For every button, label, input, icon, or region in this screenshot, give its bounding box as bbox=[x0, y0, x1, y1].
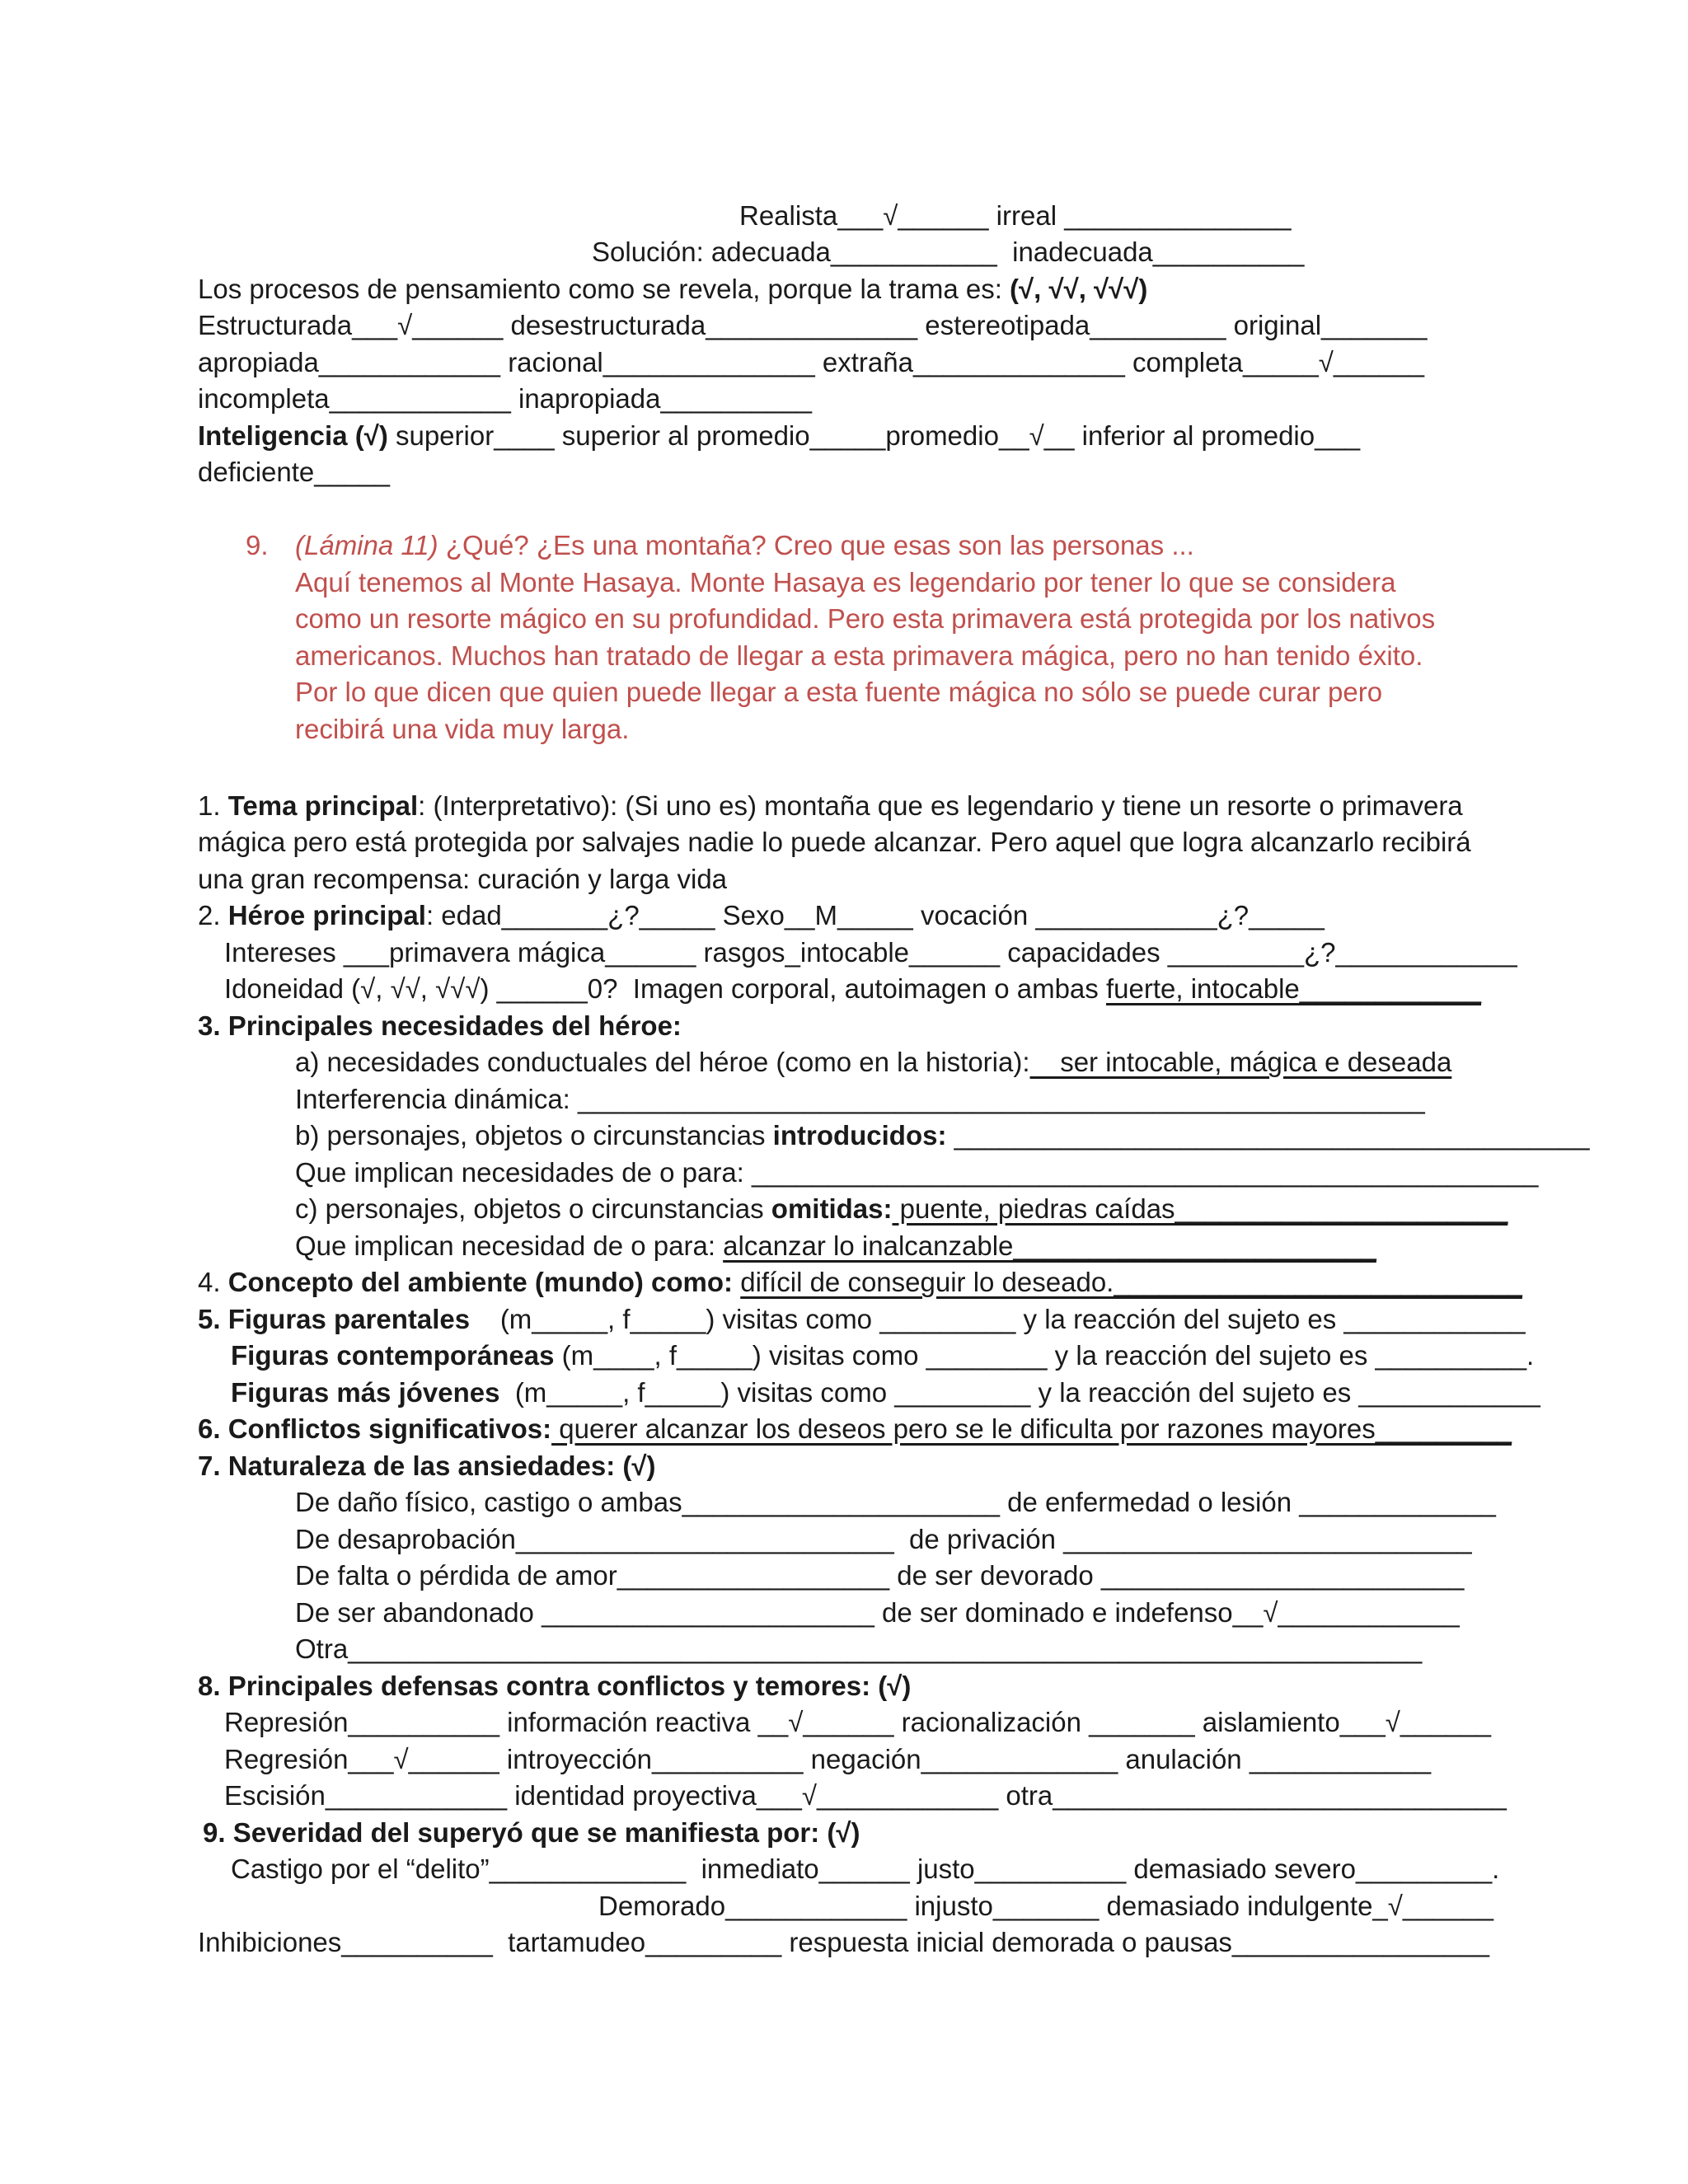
line-apropiada: apropiada____________ racional______________ extraña______________ completa_____√______ bbox=[198, 347, 1424, 377]
line-solucion: Solución: adecuada___________ inadecuada__________ bbox=[592, 237, 1305, 267]
line-procesos: Los procesos de pensamiento como se revela, porque la trama es: (√, √√, √√√) bbox=[198, 274, 1148, 304]
line-incompleta: incompleta____________ inapropiada__________ bbox=[198, 383, 812, 414]
line-intereses: Intereses ___primavera mágica______ rasgos_intocable______ capacidades _________¿?____________ bbox=[224, 937, 1517, 968]
line-realista: Realista___√______ irreal _______________ bbox=[739, 200, 1292, 231]
line-implican-2: Que implican necesidad de o para: alcanzar lo inalcanzable________________________ bbox=[295, 1230, 1376, 1261]
line-superyo-2: Demorado____________ injusto_______ demasiado indulgente_√______ bbox=[598, 1891, 1494, 1921]
line-necesidades-b: b) personajes, objetos o circunstancias introducidos: __________________________________________ bbox=[295, 1120, 1590, 1151]
line-heroe: 2. Héroe principal: edad_______¿?_____ Sexo__M_____ vocación ____________¿?_____ bbox=[198, 900, 1325, 930]
line-necesidades-a: a) necesidades conductuales del héroe (como en la historia): ser intocable, mágica e deseada bbox=[295, 1047, 1452, 1077]
line-necesidades-c: c) personajes, objetos o circunstancias omitidas: puente, piedras caídas______________________ bbox=[295, 1193, 1508, 1224]
story-line-2: Aquí tenemos al Monte Hasaya. Monte Hasaya es legendario por tener lo que se considera bbox=[295, 567, 1396, 598]
line-defensas-1: Represión__________ información reactiva __√______ racionalización _______ aislamiento___√______ bbox=[224, 1707, 1491, 1737]
story-line-1: (Lámina 11) ¿Qué? ¿Es una montaña? Creo que esas son las personas ... bbox=[295, 530, 1194, 560]
line-concepto-ambiente: 4. Concepto del ambiente (mundo) como: difícil de conseguir lo deseado.___________________________ bbox=[198, 1267, 1522, 1297]
line-tema-3: una gran recompensa: curación y larga vida bbox=[198, 864, 728, 894]
line-tema-2: mágica pero está protegida por salvajes nadie lo puede alcanzar. Pero aquel que logra alcanzarlo recibirá bbox=[198, 827, 1471, 857]
line-tema-principal: 1. Tema principal: (Interpretativo): (Si uno es) montaña que es legendario y tiene un resorte o primavera bbox=[198, 790, 1463, 821]
line-defensas-heading: 8. Principales defensas contra conflictos y temores: (√) bbox=[198, 1671, 912, 1701]
line-inteligencia: Inteligencia (√) superior____ superior al promedio_____promedio__√__ inferior al promedio___ bbox=[198, 420, 1361, 451]
line-deficiente: deficiente_____ bbox=[198, 457, 391, 487]
line-defensas-3: Escisión____________ identidad proyectiva___√____________ otra______________________________ bbox=[224, 1780, 1507, 1811]
line-estructurada: Estructurada___√______ desestructurada______________ estereotipada_________ original_______ bbox=[198, 310, 1428, 340]
line-ansiedad-3: De falta o pérdida de amor__________________ de ser devorado ________________________ bbox=[295, 1560, 1465, 1591]
story-line-6: recibirá una vida muy larga. bbox=[295, 714, 630, 744]
line-conflictos: 6. Conflictos significativos: querer alcanzar los deseos pero se le dificulta por razones mayores_________ bbox=[198, 1413, 1512, 1444]
line-ansiedades-heading: 7. Naturaleza de las ansiedades: (√) bbox=[198, 1451, 656, 1481]
story-line-4: americanos. Muchos han tratado de llegar a esta primavera mágica, pero no han tenido éxito. bbox=[295, 640, 1423, 671]
line-implican-1: Que implican necesidades de o para: ____________________________________________________ bbox=[295, 1157, 1539, 1188]
story-line-3: como un resorte mágico en su profundidad. Pero esta primavera está protegida por los nativos bbox=[295, 603, 1436, 634]
line-defensas-2: Regresión___√______ introyección__________ negación_____________ anulación ____________ bbox=[224, 1744, 1432, 1774]
line-figuras-jovenes: Figuras más jóvenes (m_____, f_____) visitas como _________ y la reacción del sujeto es ____________ bbox=[231, 1377, 1540, 1408]
line-inhibiciones: Inhibiciones__________ tartamudeo_________ respuesta inicial demorada o pausas_________________ bbox=[198, 1927, 1489, 1957]
story-number: 9. bbox=[246, 530, 269, 560]
line-figuras-contemporaneas: Figuras contemporáneas (m____, f_____) visitas como ________ y la reacción del sujeto es __________. bbox=[231, 1340, 1535, 1371]
line-ansiedad-otra: Otra_______________________________________________________________________ bbox=[295, 1633, 1423, 1664]
line-superyo-heading: 9. Severidad del superyó que se manifiesta por: (√) bbox=[203, 1817, 860, 1848]
line-interferencia: Interferencia dinámica: ________________________________________________________ bbox=[295, 1084, 1425, 1114]
line-ansiedad-4: De ser abandonado ______________________ de ser dominado e indefenso__√____________ bbox=[295, 1597, 1460, 1628]
story-line-5: Por lo que dicen que quien puede llegar a esta fuente mágica no sólo se puede curar pero bbox=[295, 677, 1383, 707]
line-figuras-parentales: 5. Figuras parentales (m_____, f_____) visitas como _________ y la reacción del sujeto es ____________ bbox=[198, 1304, 1526, 1334]
line-necesidades-heading: 3. Principales necesidades del héroe: bbox=[198, 1010, 682, 1041]
line-ansiedad-1: De daño físico, castigo o ambas_____________________ de enfermedad o lesión _____________ bbox=[295, 1487, 1496, 1517]
line-idoneidad: Idoneidad (√, √√, √√√) ______0? Imagen corporal, autoimagen o ambas fuerte, intocable____________ bbox=[224, 973, 1482, 1004]
line-superyo-1: Castigo por el “delito”_____________ inmediato______ justo__________ demasiado severo_________. bbox=[231, 1854, 1500, 1884]
line-ansiedad-2: De desaprobación_________________________ de privación ___________________________ bbox=[295, 1524, 1472, 1554]
